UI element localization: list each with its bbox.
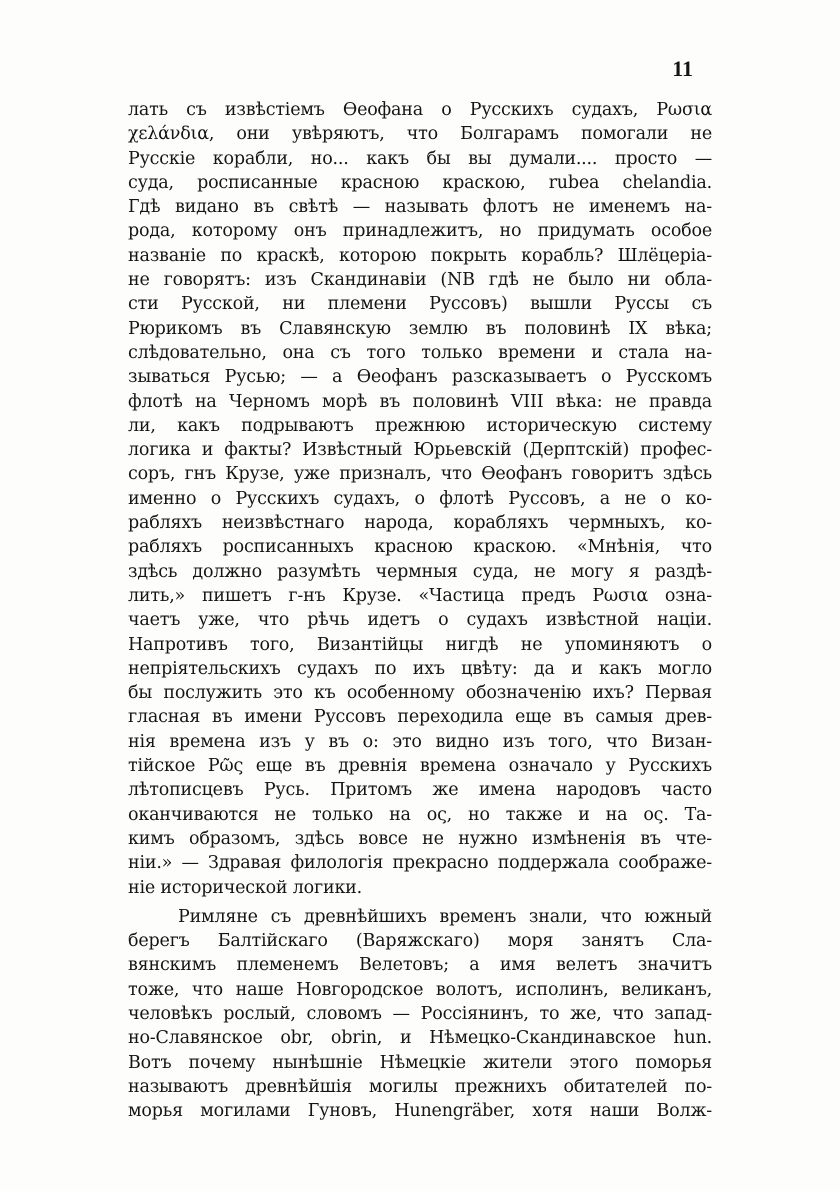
text-line: чаетъ уже, что рѣчь идетъ о судахъ извѣстной націи.	[128, 610, 712, 631]
text-line: рабляхъ росписанныхъ красною краскою. «Мнѣнія, что	[128, 537, 712, 558]
text-line: непріятельскихъ судахъ по ихъ цвѣту: да и какъ могло	[128, 658, 712, 679]
text-line: оканчиваются не только на ος, но также и на ος. Та-	[128, 804, 712, 825]
text-line: берегъ Балтійскаго (Варяжскаго) моря занятъ Сла-	[128, 931, 712, 952]
text-line: здѣсь должно разумѣть чермныя суда, не могу я раздѣ-	[128, 561, 712, 582]
text-line: соръ, гнъ Крузе, уже призналъ, что Ѳеофанъ говоритъ здѣсь	[128, 464, 712, 485]
text-line: вянскимъ племенемъ Велетовъ; а имя велетъ значитъ	[128, 955, 712, 976]
paragraph-1	[128, 98, 712, 900]
text-line: флотѣ на Черномъ морѣ въ половинѣ VIII вѣка: не правда	[128, 391, 712, 412]
page-number: 11	[672, 56, 693, 81]
text-line: суда, росписанные красною краскою, rubea chelandia.	[128, 172, 712, 193]
text-line: названіе по краскѣ, которою покрыть корабль? Шлёцеріа-	[128, 245, 712, 266]
text-line: именно о Русскихъ судахъ, о флотѣ Руссовъ, а не о ко-	[128, 488, 712, 509]
text-line: бы послужить это къ особенному обозначенію ихъ? Первая	[128, 683, 712, 704]
text-line: нія времена изъ у въ о: это видно изъ того, что Визан-	[128, 731, 712, 752]
text-line: Римляне съ древнѣйшихъ временъ знали, что южный	[178, 906, 712, 927]
body-text	[128, 98, 712, 1123]
text-line: Напротивъ того, Византійцы нигдѣ не упоминяютъ о	[128, 634, 712, 655]
paragraph-2	[128, 905, 712, 1124]
text-line: χελάνδια, они увѣряютъ, что Болгарамъ помогали не	[128, 124, 712, 145]
text-line: но-Славянское obr, obrin, и Нѣмецко-Скандинавское hun.	[128, 1028, 712, 1049]
text-line: кимъ образомъ, здѣсь вовсе не нужно измѣненія въ чте-	[128, 828, 712, 849]
text-line: рабляхъ неизвѣстнаго народа, корабляхъ чермныхъ, ко-	[128, 513, 712, 534]
text-line: Рюрикомъ въ Славянскую землю въ половинѣ IX вѣка;	[128, 318, 712, 339]
text-line: лать съ извѣстіемъ Ѳеофана о Русскихъ судахъ, Ρωσια	[128, 100, 712, 120]
text-line: Русскіе корабли, но... какъ бы вы думали.... просто —	[128, 148, 712, 169]
text-line: ніи.» — Здравая филологія прекрасно поддержала соображе-	[128, 853, 712, 874]
text-line: рода, которому онъ принадлежитъ, но придумать особое	[128, 221, 712, 242]
text-line: логика и факты? Извѣстный Юрьевскій (Дерптскій) профес-	[128, 440, 712, 461]
text-line: Гдѣ видано въ свѣтѣ — называть флотъ не именемъ на-	[128, 197, 712, 218]
text-line: сти Русской, ни племени Руссовъ) вышли Руссы съ	[128, 294, 712, 315]
text-line: называютъ древнѣйшія могилы прежнихъ обитателей по-	[128, 1076, 712, 1097]
text-line: зываться Русью; — а Ѳеофанъ разсказываетъ о Русскомъ	[128, 367, 712, 388]
text-line: тоже, что наше Новгородское волотъ, исполинъ, великанъ,	[128, 979, 712, 1000]
text-line: лѣтописцевъ Русь. Притомъ же имена народовъ часто	[128, 780, 712, 801]
text-line: ніе исторической логики.	[128, 877, 363, 898]
text-line: тійское Ρῶς еще въ древнія времена означало у Русскихъ	[128, 756, 712, 777]
text-line: слѣдовательно, она съ того только времени и стала на-	[128, 342, 712, 363]
text-line: не говорятъ: изъ Скандинавіи (NB гдѣ не было ни обла-	[128, 270, 712, 291]
text-line: лить,» пишетъ г-нъ Крузе. «Частица предъ Ρωσια озна-	[128, 585, 712, 606]
text-line: ли, какъ подрываютъ прежнюю историческую систему	[128, 415, 712, 436]
text-line: гласная въ имени Руссовъ переходила еще въ самыя древ-	[128, 707, 712, 728]
text-line: Вотъ почему нынѣшніе Нѣмецкіе жители этого поморья	[128, 1052, 712, 1073]
text-line: человѣкъ рослый, словомъ — Россіянинъ, то же, что запад-	[128, 1003, 712, 1024]
text-line: морья могилами Гуновъ, Hunengräber, хотя наши Волж-	[128, 1101, 712, 1122]
